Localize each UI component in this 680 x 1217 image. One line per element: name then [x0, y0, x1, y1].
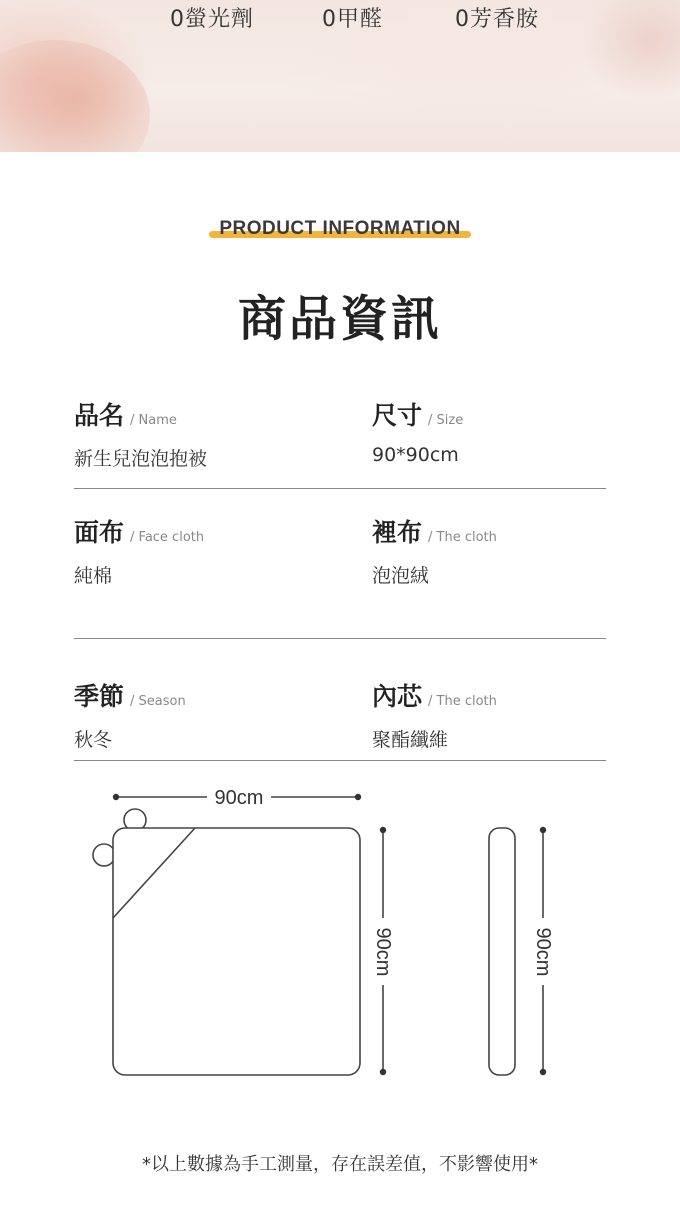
info-row — [74, 517, 606, 639]
page-title: 商品資訊 — [237, 291, 442, 347]
dimension-end-dot — [355, 794, 361, 800]
info-sublabel: The cloth — [436, 530, 497, 545]
info-value: 新生兒泡泡抱被 — [74, 448, 208, 470]
feature-no-aromatic-amine: 0芳香胺 — [455, 7, 539, 32]
info-label: 尺寸 — [372, 401, 423, 430]
info-sublabel: The cloth — [436, 694, 497, 709]
info-value: 聚酯纖維 — [372, 729, 449, 751]
info-sublabel: Face cloth — [138, 530, 205, 545]
info-row — [74, 639, 606, 761]
info-cell-lining: 裡布 / The cloth 泡泡絨 — [372, 518, 497, 587]
side-height-label: 90cm — [532, 927, 554, 977]
info-sublabel: Season — [138, 694, 186, 709]
dimension-end-dot — [540, 1069, 546, 1075]
info-sublabel: Name — [138, 413, 177, 428]
info-label: 內芯 — [372, 682, 423, 711]
info-cell-size: 尺寸 / Size 90*90cm — [372, 401, 464, 466]
blanket-outline — [113, 828, 360, 1075]
section-en-label: PRODUCT INFORMATION — [219, 218, 461, 239]
info-cell-season: 季節 / Season 秋冬 — [74, 682, 186, 751]
info-label: 季節 — [74, 682, 125, 711]
info-cell-filling: 內芯 / The cloth 聚酯纖維 — [372, 682, 497, 751]
dimension-end-dot — [380, 827, 386, 833]
hero-decoration — [0, 40, 150, 152]
feature-no-fluorescent: 0螢光劑 — [170, 7, 254, 32]
info-label: 裡布 — [372, 518, 423, 547]
dimension-end-dot — [380, 1069, 386, 1075]
info-row — [74, 396, 606, 489]
info-value: 秋冬 — [74, 729, 113, 751]
blanket-side-profile — [489, 828, 515, 1075]
info-cell-name: 品名 / Name 新生兒泡泡抱被 — [74, 401, 208, 470]
dimension-end-dot — [540, 827, 546, 833]
hero-decoration — [580, 0, 680, 100]
info-value: 90*90cm — [372, 444, 459, 466]
section-en-heading — [0, 218, 680, 240]
info-value: 純棉 — [74, 565, 113, 587]
info-value: 泡泡絨 — [372, 565, 430, 587]
dimension-end-dot — [113, 794, 119, 800]
info-cell-face-cloth: 面布 / Face cloth 純棉 — [74, 518, 205, 587]
blanket-ear — [93, 844, 115, 866]
height-label: 90cm — [372, 927, 394, 977]
hero-banner — [0, 0, 680, 152]
info-sublabel: Size — [436, 413, 464, 428]
measurement-note: *以上數據為手工測量，存在誤差值，不影響使用* — [142, 1154, 538, 1175]
info-label: 品名 — [74, 401, 125, 430]
width-label: 90cm — [214, 787, 264, 809]
feature-no-formaldehyde: 0甲醛 — [322, 7, 383, 32]
info-label: 面布 — [74, 518, 125, 547]
product-info-table — [74, 396, 606, 761]
size-diagram — [0, 770, 680, 1100]
